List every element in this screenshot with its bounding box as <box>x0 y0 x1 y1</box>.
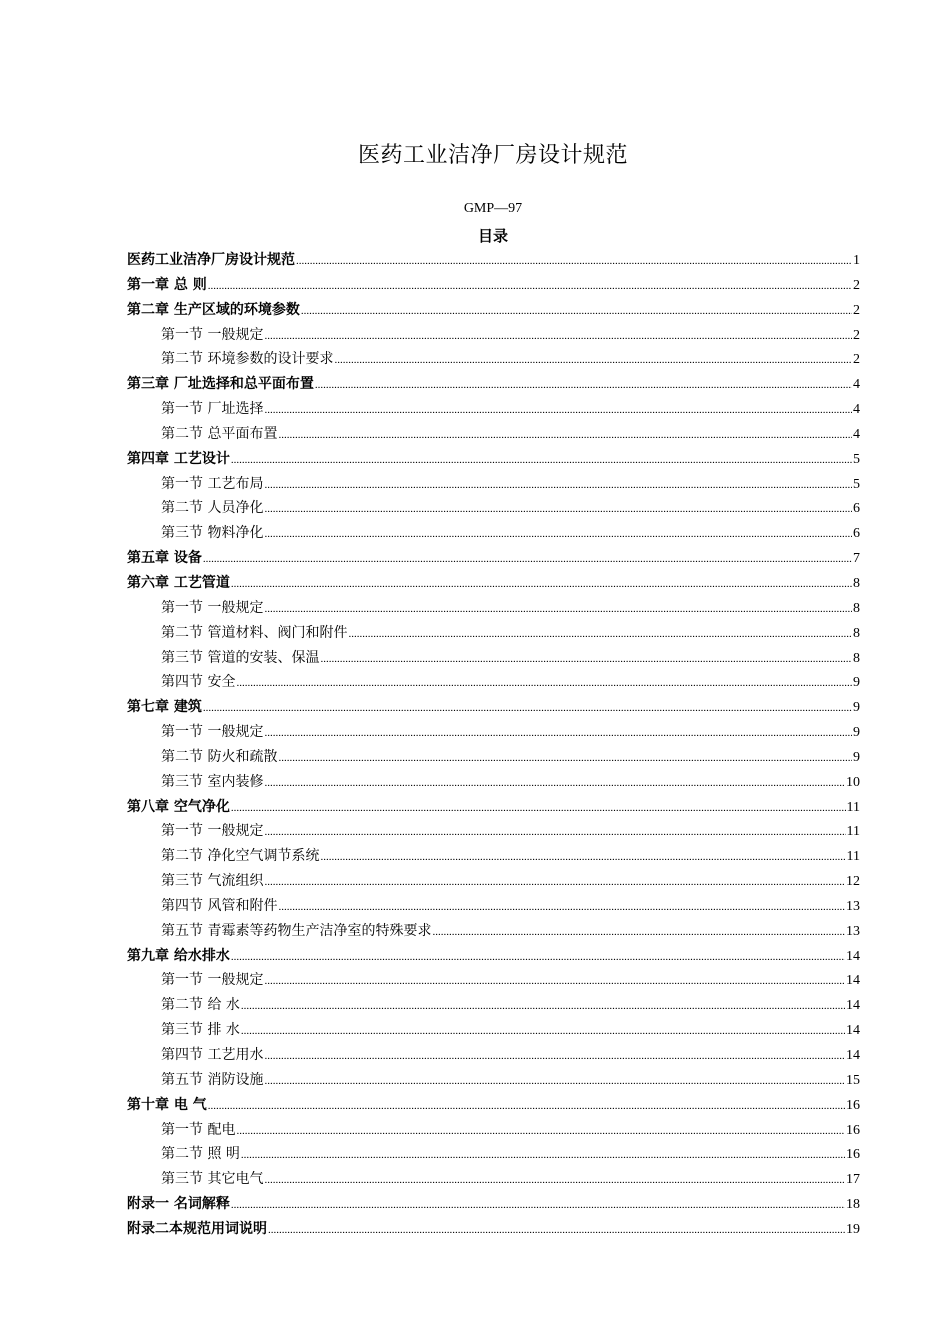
toc-entry-title: 第一节 配电 <box>161 1121 236 1138</box>
toc-page-number: 14 <box>846 998 860 1014</box>
dot-leader <box>231 945 845 970</box>
dot-leader <box>231 796 846 821</box>
dot-leader <box>264 1168 845 1193</box>
toc-heading: 目录 <box>477 227 508 245</box>
dot-leader <box>278 895 845 920</box>
toc-page-number: 8 <box>853 575 860 591</box>
toc-page-number: 13 <box>846 923 860 939</box>
dot-leader <box>320 647 852 672</box>
toc-section-entry[interactable] <box>127 819 860 844</box>
toc-section-entry[interactable] <box>127 1043 860 1068</box>
toc-entry-title: 医药工业洁净厂房设计规范 <box>127 252 295 268</box>
toc-page-number: 14 <box>846 973 860 989</box>
toc-page-number: 8 <box>853 650 860 666</box>
dot-leader <box>236 671 852 696</box>
toc-entry-title: 第八章 空气净化 <box>127 798 230 815</box>
toc-chapter-entry[interactable] <box>127 944 860 969</box>
toc-page-number: 11 <box>846 799 860 815</box>
dot-leader <box>231 572 852 597</box>
dot-leader <box>264 1069 845 1094</box>
dot-leader <box>208 1094 845 1119</box>
toc-entry-title: 第五章 设备 <box>127 550 202 567</box>
toc-page-number: 6 <box>853 501 860 517</box>
toc-entry-title: 第四节 风管和附件 <box>161 897 278 914</box>
toc-section-entry[interactable] <box>127 472 860 497</box>
toc-section-entry[interactable] <box>127 1167 860 1192</box>
dot-leader <box>264 324 852 349</box>
toc-page-number: 16 <box>846 1147 860 1163</box>
toc-entry-title: 第二章 生产区域的环境参数 <box>127 301 300 318</box>
toc-page-number: 5 <box>853 451 860 467</box>
toc-entry-title: 第一节 一般规定 <box>161 972 264 989</box>
dot-leader <box>264 771 845 796</box>
table-of-contents <box>127 248 860 1242</box>
toc-section-entry[interactable] <box>127 646 860 671</box>
toc-entry-title: 第五节 青霉素等药物生产洁净室的特殊要求 <box>161 922 432 939</box>
toc-entry-title: 第三节 气流组织 <box>161 873 264 890</box>
dot-leader <box>264 497 852 522</box>
toc-page-number: 4 <box>853 402 860 418</box>
toc-page-number: 14 <box>846 1048 860 1063</box>
toc-section-entry[interactable] <box>127 397 860 422</box>
toc-page-number: 9 <box>853 675 860 691</box>
toc-entry-title: 第三节 排 水 <box>161 1022 240 1039</box>
toc-entry-title: 第四章 工艺设计 <box>127 450 230 467</box>
toc-entry-title: 第一节 工艺布局 <box>161 475 264 492</box>
toc-entry-title: 第二节 人员净化 <box>161 500 264 517</box>
toc-chapter-entry[interactable] <box>127 571 860 596</box>
toc-chapter-entry[interactable] <box>127 298 860 323</box>
toc-chapter-entry[interactable] <box>127 248 860 273</box>
toc-page-number: 18 <box>846 1197 860 1213</box>
toc-section-entry[interactable] <box>127 844 860 869</box>
toc-section-entry[interactable] <box>127 993 860 1018</box>
toc-page-number: 16 <box>846 1122 860 1138</box>
dot-leader <box>348 622 852 647</box>
toc-entry-title: 第二节 给 水 <box>161 997 240 1014</box>
toc-entry-title: 第三节 室内装修 <box>161 773 264 790</box>
dot-leader <box>264 1044 845 1069</box>
toc-section-entry[interactable] <box>127 1142 860 1167</box>
toc-chapter-entry[interactable] <box>127 447 860 472</box>
toc-page-number: 4 <box>853 426 860 442</box>
toc-chapter-entry[interactable] <box>127 273 860 298</box>
toc-entry-title: 第一节 一般规定 <box>161 326 264 343</box>
dot-leader <box>301 299 852 324</box>
toc-section-entry[interactable] <box>127 745 860 770</box>
toc-entry-title: 第六章 工艺管道 <box>127 574 230 591</box>
toc-page-number: 19 <box>846 1221 860 1237</box>
dot-leader <box>278 746 852 771</box>
toc-section-entry[interactable] <box>127 1068 860 1093</box>
dot-leader <box>264 820 845 845</box>
toc-page-number: 13 <box>846 898 860 914</box>
toc-entry-title: 第四节 安全 <box>161 674 236 691</box>
toc-section-entry[interactable] <box>127 596 860 621</box>
toc-page-number: 15 <box>846 1072 860 1088</box>
toc-section-entry[interactable] <box>127 770 860 795</box>
dot-leader <box>231 1193 845 1218</box>
toc-entry-title: 第二节 照 明 <box>161 1146 240 1163</box>
toc-page-number: 2 <box>853 302 860 318</box>
toc-entry-title: 第三节 物料净化 <box>161 525 264 542</box>
toc-page-number: 9 <box>853 749 860 765</box>
toc-page-number: 17 <box>846 1172 860 1188</box>
toc-entry-title: 第二节 环境参数的设计要求 <box>161 351 334 368</box>
toc-entry-title: 附录一 名词解释 <box>127 1196 230 1213</box>
dot-leader <box>315 373 852 398</box>
toc-entry-title: 第一章 总 则 <box>127 276 207 293</box>
toc-chapter-entry[interactable] <box>127 795 860 820</box>
toc-section-entry[interactable] <box>127 621 860 646</box>
dot-leader <box>264 721 852 746</box>
toc-chapter-entry[interactable] <box>127 695 860 720</box>
dot-leader <box>264 870 845 895</box>
dot-leader <box>236 1119 845 1144</box>
toc-section-entry[interactable] <box>127 720 860 745</box>
toc-page-number: 9 <box>853 725 860 741</box>
dot-leader <box>231 448 852 473</box>
toc-page-number: 11 <box>846 824 860 840</box>
toc-entry-title: 第九章 给水排水 <box>127 947 230 964</box>
toc-page-number: 2 <box>853 277 860 293</box>
toc-chapter-entry[interactable] <box>127 546 860 571</box>
dot-leader <box>432 920 845 945</box>
toc-section-entry[interactable] <box>127 869 860 894</box>
toc-section-entry[interactable] <box>127 894 860 919</box>
toc-page-number: 4 <box>853 377 860 393</box>
dot-leader <box>278 423 852 448</box>
dot-leader <box>203 547 852 572</box>
toc-page-number: 8 <box>853 600 860 616</box>
toc-page-number: 2 <box>853 352 860 368</box>
toc-page-number: 7 <box>853 551 860 567</box>
toc-section-entry[interactable] <box>127 496 860 521</box>
toc-section-entry[interactable] <box>127 323 860 348</box>
toc-entry-title: 第三节 其它电气 <box>161 1171 264 1188</box>
toc-entry-title: 第二节 总平面布置 <box>161 425 278 442</box>
dot-leader <box>264 969 845 994</box>
toc-entry-title: 第三章 厂址选择和总平面布置 <box>127 376 314 393</box>
toc-section-entry[interactable] <box>127 968 860 993</box>
toc-page-number: 9 <box>853 700 860 716</box>
toc-chapter-entry[interactable] <box>127 1217 860 1242</box>
toc-section-entry[interactable] <box>127 422 860 447</box>
toc-entry-title: 第五节 消防设施 <box>161 1071 264 1088</box>
dot-leader <box>241 994 845 1019</box>
dot-leader <box>208 274 852 299</box>
toc-section-entry[interactable] <box>127 670 860 695</box>
dot-leader <box>241 1019 845 1044</box>
toc-page-number: 14 <box>846 1023 860 1039</box>
toc-entry-title: 附录二本规范用词说明 <box>127 1220 267 1237</box>
toc-page-number: 11 <box>846 849 860 865</box>
toc-page-number: 1 <box>853 253 860 268</box>
toc-entry-title: 第一节 一般规定 <box>161 599 264 616</box>
toc-entry-title: 第一节 厂址选择 <box>161 401 264 418</box>
dot-leader <box>264 597 852 622</box>
toc-section-entry[interactable] <box>127 1018 860 1043</box>
toc-page-number: 6 <box>853 526 860 542</box>
toc-page-number: 2 <box>853 327 860 343</box>
toc-entry-title: 第二节 净化空气调节系统 <box>161 848 320 865</box>
dot-leader <box>264 473 852 498</box>
toc-page-number: 8 <box>853 625 860 641</box>
toc-entry-title: 第二节 防火和疏散 <box>161 748 278 765</box>
toc-entry-title: 第三节 管道的安装、保温 <box>161 649 320 666</box>
toc-chapter-entry[interactable] <box>127 1192 860 1217</box>
dot-leader <box>241 1143 845 1168</box>
toc-page-number: 10 <box>846 774 860 790</box>
toc-page-number: 14 <box>846 948 860 964</box>
toc-page-number: 5 <box>853 476 860 492</box>
dot-leader <box>268 1218 845 1243</box>
toc-section-entry[interactable] <box>127 1118 860 1143</box>
dot-leader <box>334 348 852 373</box>
toc-page-number: 12 <box>846 874 860 890</box>
toc-entry-title: 第四节 工艺用水 <box>161 1047 264 1063</box>
toc-entry-title: 第十章 电 气 <box>127 1096 207 1113</box>
dot-leader <box>264 398 852 423</box>
toc-page-number: 16 <box>846 1097 860 1113</box>
dot-leader <box>264 522 852 547</box>
dot-leader <box>320 845 845 870</box>
toc-entry-title: 第二节 管道材料、阀门和附件 <box>161 624 348 641</box>
toc-chapter-entry[interactable] <box>127 1093 860 1118</box>
toc-entry-title: 第七章 建筑 <box>127 699 202 716</box>
toc-section-entry[interactable] <box>127 347 860 372</box>
document-title: 医药工业洁净厂房设计规范 <box>357 143 628 168</box>
dot-leader <box>203 696 852 721</box>
document-code: GMP—97 <box>463 201 523 216</box>
dot-leader <box>296 249 852 274</box>
toc-chapter-entry[interactable] <box>127 372 860 397</box>
toc-section-entry[interactable] <box>127 919 860 944</box>
toc-section-entry[interactable] <box>127 521 860 546</box>
toc-entry-title: 第一节 一般规定 <box>161 823 264 840</box>
toc-entry-title: 第一节 一般规定 <box>161 724 264 741</box>
